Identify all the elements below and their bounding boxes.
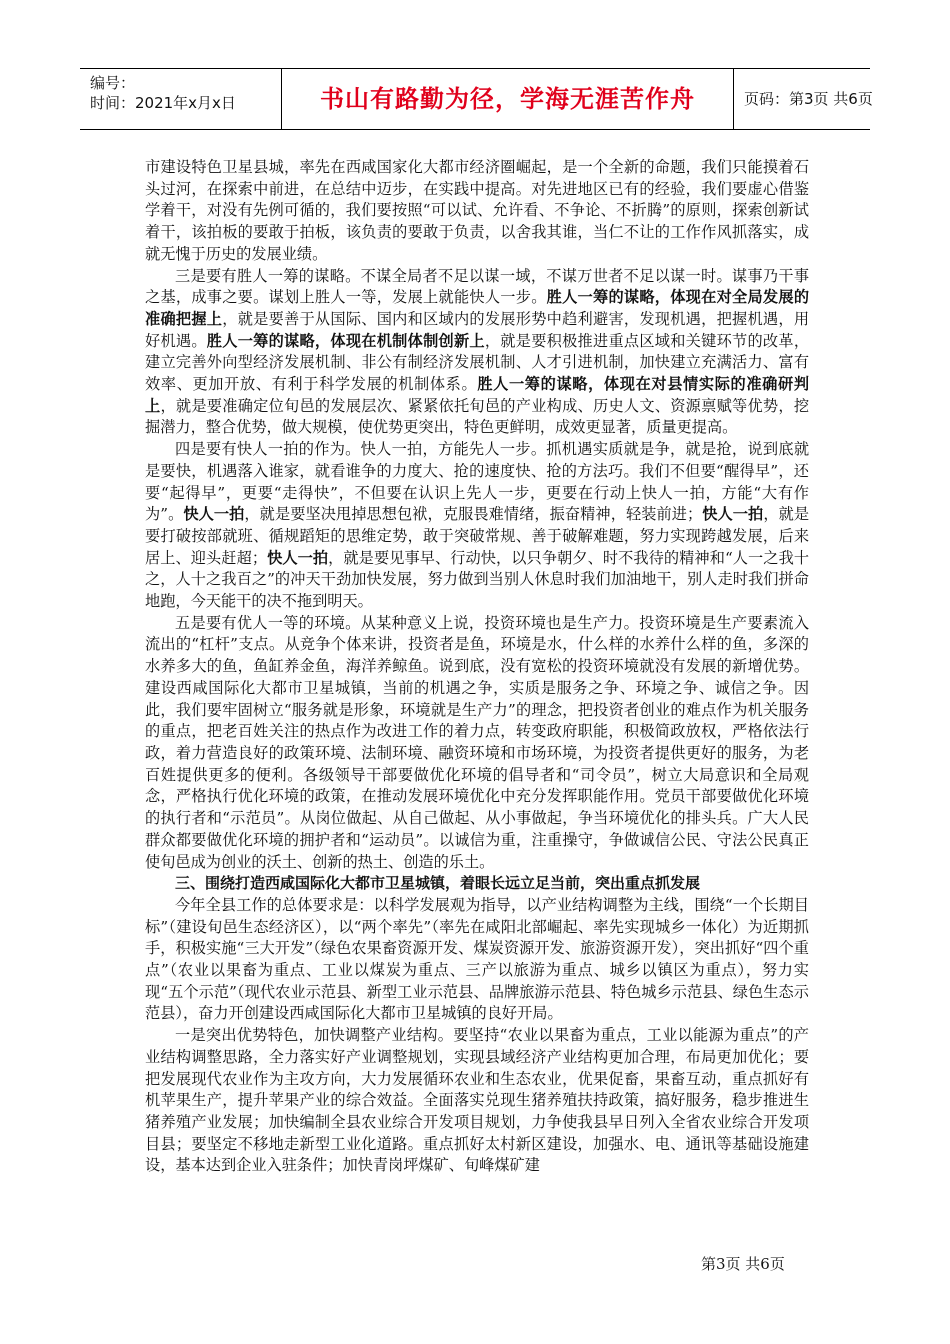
header-motto: 书山有路勤为径，学海无涯苦作舟: [281, 69, 734, 129]
document-body: [145, 157, 809, 1177]
date-label: 时间：2021年x月x日: [90, 94, 236, 112]
paragraph: 一是突出优势特色，加快调整产业结构。要坚持“农业以果畜为重点，工业以能源为重点”的产业结构调整思路，全力落实好产业调整规划，实现县域经济产业结构更加合理，布局更加优化；要把发展现代农业作为主攻方向，大力发展循环农业和生态农业，优果促畜，果畜互动，重点抓好有机苹果生产，提升苹果产业的综合效益。全面落实兑现生猪养殖扶持政策，搞好服务，稳步推进生猪养殖产业发展；加快编制全县农业综合开发项目规划，力争使我县早日列入全省农业综合开发项目县；要坚定不移地走新型工业化道路。重点抓好太村新区建设，加强水、电、通讯等基础设施建设，基本达到企业入驻条件；加快青岗坪煤矿、旬峰煤矿建: [145, 1026, 809, 1175]
emphasis: 快人一拍: [267, 548, 329, 567]
paragraph: 五是要有优人一等的环境。从某种意义上说，投资环境也是生产力。投资环境是生产要素流入流出的“杠杆”支点。从竞争个体来讲，投资者是鱼，环境是水，什么样的水养什么样的鱼，多深的水养多大的鱼，鱼缸养金鱼，海洋养鲸鱼。说到底，没有宽松的投资环境就没有发展的新增优势。建设西咸国际化大都市卫星城镇，当前的机遇之争，实质是服务之争、环境之争、诚信之争。因此，我们要牢固树立“服务就是形象，环境就是生产力”的理念，把投资者创业的难点作为机关服务的重点，把老百姓关注的热点作为改进工作的着力点，转变政府职能，积极简政放权，严格依法行政，着力营造良好的政策环境、法制环境、融资环境和市场环境，为投资者提供更好的服务，为老百姓提供更多的便利。各级领导干部要做优化环境的倡导者和“司令员”，树立大局意识和全局观念，严格执行优化环境的政策，在推动发展环境优化中充分发挥职能作用。党员干部要做优化环境的执行者和“示范员”。从岗位做起、从自己做起、从小事做起，争当环境优化的排头兵。广大人民群众都要做优化环境的拥护者和“运动员”。以诚信为重，注重操守，争做诚信公民、守法公民真正使旬邑成为创业的沃土、创新的热土、创造的乐土。: [145, 613, 809, 871]
paragraph: 市建设特色卫星县城，率先在西咸国家化大都市经济圈崛起，是一个全新的命题，我们只能摸着石头过河，在探索中前进，在总结中迈步，在实践中提高。对先进地区已有的经验，我们要虚心借鉴学着干，对没有先例可循的，我们要按照“可以试、允许看、不争论、不折腾”的原则，探索创新试着干，该拍板的要敢于拍板，该负责的要敢于负责，以舍我其谁，当仁不让的工作作风抓落实，成就无愧于历史的发展业绩。: [145, 158, 809, 263]
header-meta: [80, 69, 281, 129]
paragraph: 四是要有快人一拍的作为。快人一拍，方能先人一步。抓机遇实质就是争，就是抢，说到底就是要快，机遇落入谁家，就看谁争的力度大、抢的速度快、抢的方法巧。我们不但要“醒得早”，还要“起得早”，更要“走得快”，不但要在认识上先人一步，更要在行动上快人一拍，方能“大有作为”。快人一拍，就是要坚决甩掉思想包袱，克服畏难情绪，振奋精神，轻装前进；快人一拍，就是要打破按部就班、循规蹈矩的思维定势，敢于突破常规、善于破解难题，努力实现跨越发展，后来居上、迎头赶超；快人一拍，就是要见事早、行动快，以只争朝夕、时不我待的精神和“人一之我十之，人十之我百之”的冲天干劲加快发展，努力做到当别人休息时我们加油地干，别人走时我们拼命地跑，今天能干的决不拖到明天。: [145, 440, 810, 611]
header-page-label: 页码：第3页 共6页: [744, 90, 873, 108]
section-heading: 三、围绕打造西咸国际化大都市卫星城镇，着眼长远立足当前，突出重点抓发展: [175, 874, 701, 893]
emphasis: 快人一拍: [183, 505, 245, 524]
page-header: [80, 68, 873, 130]
emphasis: 胜人一筹的谋略，体现在对县情实际的准确研判上: [145, 375, 810, 415]
serial-label: 编号：: [90, 74, 136, 92]
emphasis: 快人一拍: [702, 505, 764, 524]
paragraph: 三是要有胜人一筹的谋略。不谋全局者不足以谋一域，不谋万世者不足以谋一时。谋事乃干事之基，成事之要。谋划上胜人一等，发展上就能快人一步。胜人一筹的谋略，体现在对全局发展的准确把握上，就是要善于从国际、国内和区域内的发展形势中趋利避害，发现机遇，把握机遇，用好机遇。胜人一筹的谋略，体现在机制体制创新上，就是要积极推进重点区域和关键环节的改革，建立完善外向型经济发展机制、非公有制经济发展机制、人才引进机制，加快建立充满活力、富有效率、更加开放、有利于科学发展的机制体系。胜人一筹的谋略，体现在对县情实际的准确研判上，就是要准确定位旬邑的发展层次、紧紧依托旬邑的产业构成、历史人文、资源禀赋等优势，挖掘潜力，整合优势，做大规模，使优势更突出，特色更鲜明，成效更显著，质量更提高。: [145, 266, 810, 437]
emphasis: 胜人一筹的谋略，体现在对全局发展的准确把握上: [145, 288, 810, 328]
paragraph: 今年全县工作的总体要求是：以科学发展观为指导，以产业结构调整为主线，围绕“一个长期目标”（建设旬邑生态经济区），以“两个率先”（率先在咸阳北部崛起、率先实现城乡一体化）为近期抓手，积极实施“三大开发”（绿色农果畜资源开发、煤炭资源开发、旅游资源开发），突出抓好“四个重点”（农业以果畜为重点、工业以煤炭为重点、三产以旅游为重点、城乡以镇区为重点），努力实现“五个示范”（现代农业示范县、新型工业示范县、品牌旅游示范县、特色城乡示范县、绿色生态示范县），奋力开创建设西咸国际化大都市卫星城镇的良好开局。: [145, 895, 809, 1023]
page-footer: 第3页 共6页: [701, 1255, 785, 1273]
emphasis: 胜人一筹的谋略，体现在机制体制创新上: [206, 331, 485, 350]
